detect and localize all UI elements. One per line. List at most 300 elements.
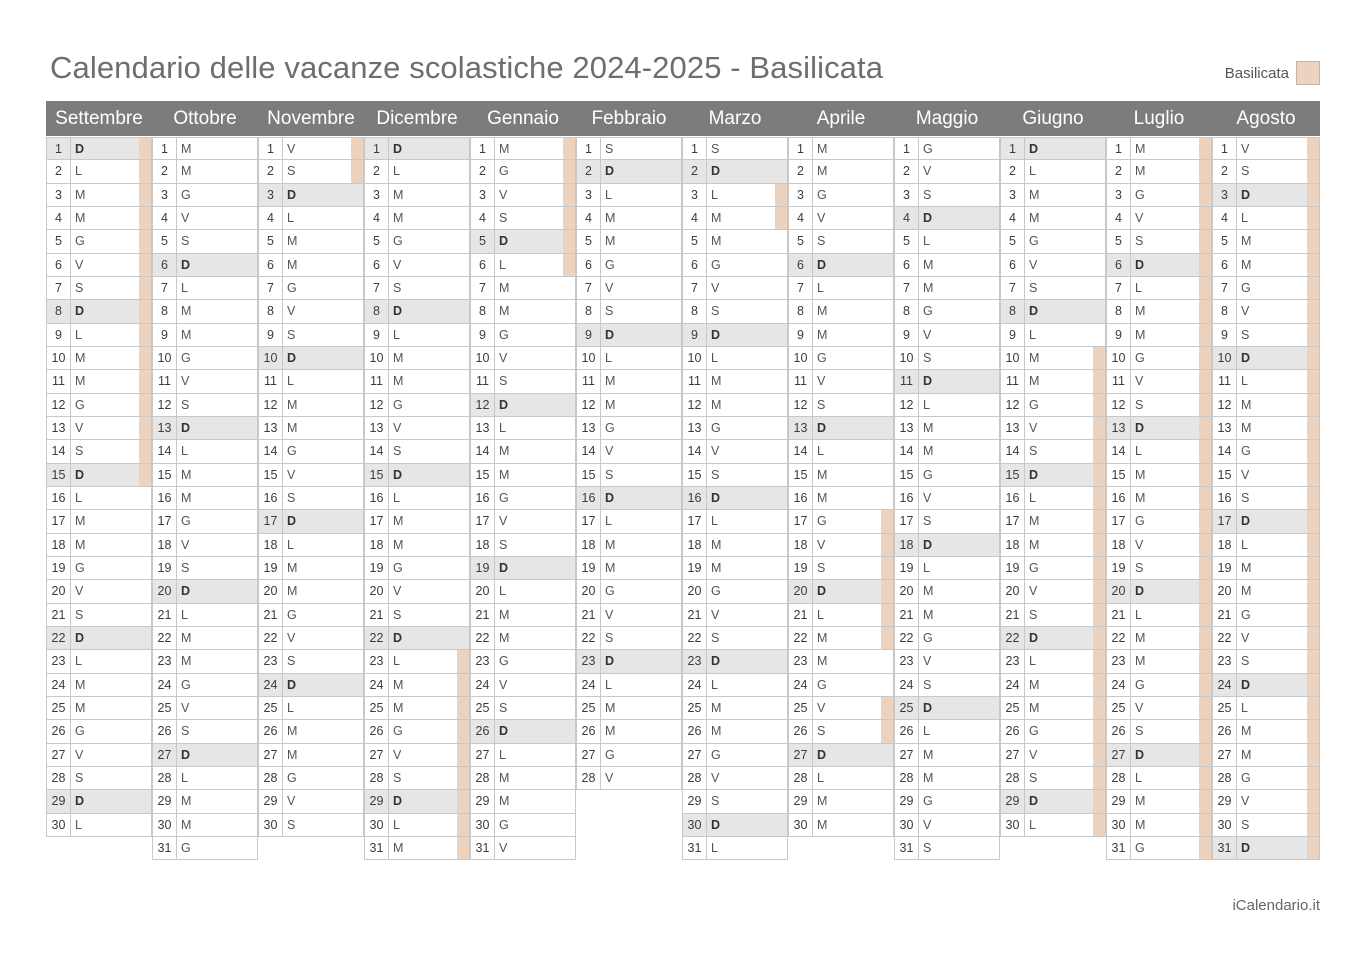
- day-row: [258, 674, 364, 697]
- day-number: 7: [683, 277, 707, 299]
- holiday-marker: [1199, 160, 1211, 182]
- weekday-letter: V: [605, 281, 614, 296]
- holiday-marker: [881, 534, 893, 556]
- day-number: 21: [789, 604, 813, 626]
- day-number: 19: [259, 557, 283, 579]
- weekday-letter: V: [605, 771, 614, 786]
- day-row: [152, 184, 258, 207]
- weekday-letter: L: [393, 327, 400, 342]
- holiday-marker: [457, 674, 469, 696]
- holiday-marker: [669, 697, 681, 719]
- day-row: [682, 580, 788, 603]
- holiday-marker: [563, 767, 575, 789]
- holiday-marker: [563, 417, 575, 439]
- day-row: [576, 627, 682, 650]
- holiday-marker: [1199, 697, 1211, 719]
- weekday-letter: D: [1241, 841, 1251, 855]
- day-number: 2: [895, 160, 919, 182]
- holiday-marker: [1307, 557, 1319, 579]
- holiday-marker: [775, 744, 787, 766]
- day-row: [470, 814, 576, 837]
- day-row: [470, 837, 576, 860]
- weekday-letter: M: [393, 701, 404, 716]
- holiday-marker: [881, 138, 893, 159]
- holiday-marker: [563, 160, 575, 182]
- day-row: [152, 417, 258, 440]
- day-number: 18: [1213, 534, 1237, 556]
- holiday-marker: [1199, 324, 1211, 346]
- day-row: [1106, 207, 1212, 230]
- day-row: [1106, 160, 1212, 183]
- holiday-marker: [775, 464, 787, 486]
- weekday-letter: D: [393, 794, 403, 809]
- day-number: 16: [789, 487, 813, 509]
- holiday-marker: [563, 324, 575, 346]
- day-row: [470, 557, 576, 580]
- holiday-marker: [351, 207, 363, 229]
- weekday-letter: L: [1029, 817, 1036, 832]
- day-row: [788, 697, 894, 720]
- holiday-marker: [775, 254, 787, 276]
- day-row: [470, 604, 576, 627]
- day-number: 24: [1107, 674, 1131, 696]
- weekday-letter: M: [711, 724, 722, 739]
- day-number: 25: [577, 697, 601, 719]
- day-number: 13: [259, 417, 283, 439]
- day-row: [894, 534, 1000, 557]
- day-number: 30: [895, 814, 919, 836]
- day-row: [258, 534, 364, 557]
- day-number: 3: [1107, 184, 1131, 206]
- day-number: 9: [47, 324, 71, 346]
- day-number: 16: [1001, 487, 1025, 509]
- day-row: [894, 510, 1000, 533]
- day-row: [788, 650, 894, 673]
- day-row: [1212, 837, 1320, 860]
- day-number: 28: [895, 767, 919, 789]
- holiday-marker: [1307, 580, 1319, 602]
- weekday-letter: L: [1135, 771, 1142, 786]
- holiday-marker: [669, 557, 681, 579]
- day-number: 17: [471, 510, 495, 532]
- weekday-letter: G: [1135, 677, 1145, 692]
- day-row: [1000, 370, 1106, 393]
- holiday-marker: [351, 720, 363, 742]
- day-number: 28: [789, 767, 813, 789]
- day-number: 3: [47, 184, 71, 206]
- day-row: [470, 627, 576, 650]
- weekday-letter: S: [393, 607, 402, 622]
- day-row: [1106, 440, 1212, 463]
- holiday-marker: [1307, 417, 1319, 439]
- weekday-letter: D: [181, 257, 191, 272]
- day-number: 11: [1213, 370, 1237, 392]
- holiday-marker: [563, 650, 575, 672]
- day-row: [894, 790, 1000, 813]
- day-number: 6: [1107, 254, 1131, 276]
- day-row: [576, 207, 682, 230]
- weekday-letter: D: [605, 654, 615, 669]
- month-header: Dicembre: [364, 101, 470, 136]
- holiday-marker: [139, 230, 151, 252]
- day-row: [1212, 277, 1320, 300]
- weekday-letter: M: [393, 841, 404, 855]
- day-row: [894, 464, 1000, 487]
- holiday-marker: [775, 487, 787, 509]
- weekday-letter: S: [711, 631, 720, 646]
- day-number: 6: [577, 254, 601, 276]
- day-row: [788, 394, 894, 417]
- holiday-marker: [1307, 487, 1319, 509]
- holiday-marker: [775, 510, 787, 532]
- holiday-marker: [351, 510, 363, 532]
- day-number: 20: [1107, 580, 1131, 602]
- day-row: [682, 510, 788, 533]
- weekday-letter: G: [181, 514, 191, 529]
- day-row: [894, 300, 1000, 323]
- day-row: [364, 184, 470, 207]
- day-number: 18: [789, 534, 813, 556]
- holiday-marker: [1199, 837, 1211, 859]
- day-number: 1: [1001, 138, 1025, 159]
- weekday-letter: L: [393, 654, 400, 669]
- day-row: [788, 417, 894, 440]
- day-row: [46, 650, 152, 673]
- day-row: [46, 534, 152, 557]
- holiday-marker: [457, 510, 469, 532]
- day-row: [364, 417, 470, 440]
- day-row: [1212, 254, 1320, 277]
- day-row: [1000, 790, 1106, 813]
- day-number: 22: [1107, 627, 1131, 649]
- day-number: 31: [683, 837, 707, 859]
- weekday-letter: L: [711, 841, 718, 855]
- day-row: [258, 790, 364, 813]
- holiday-marker: [1199, 557, 1211, 579]
- month-header: Giugno: [1000, 101, 1106, 136]
- weekday-letter: M: [1029, 537, 1040, 552]
- day-row: [576, 417, 682, 440]
- day-number: 21: [365, 604, 389, 626]
- day-row: [46, 417, 152, 440]
- weekday-letter: M: [181, 467, 192, 482]
- day-number: 19: [577, 557, 601, 579]
- weekday-letter: G: [1029, 234, 1039, 249]
- weekday-letter: V: [817, 701, 826, 716]
- holiday-marker: [775, 277, 787, 299]
- day-row: [788, 720, 894, 743]
- day-row: [258, 184, 364, 207]
- day-row: [46, 557, 152, 580]
- day-row: [470, 440, 576, 463]
- weekday-letter: M: [1135, 794, 1146, 809]
- day-number: 24: [1213, 674, 1237, 696]
- weekday-letter: M: [1029, 514, 1040, 529]
- weekday-letter: S: [287, 654, 296, 669]
- holiday-marker: [775, 230, 787, 252]
- holiday-marker: [775, 767, 787, 789]
- day-number: 26: [1213, 720, 1237, 742]
- day-number: 13: [683, 417, 707, 439]
- weekday-letter: M: [499, 794, 510, 809]
- weekday-letter: L: [817, 607, 824, 622]
- holiday-marker: [139, 207, 151, 229]
- holiday-marker: [1199, 534, 1211, 556]
- day-number: 2: [789, 160, 813, 182]
- day-number: 1: [471, 138, 495, 159]
- day-number: 14: [1213, 440, 1237, 462]
- weekday-letter: M: [75, 677, 86, 692]
- holiday-marker: [775, 674, 787, 696]
- day-number: 7: [47, 277, 71, 299]
- holiday-marker: [245, 254, 257, 276]
- holiday-marker: [563, 534, 575, 556]
- holiday-marker: [775, 417, 787, 439]
- day-row: [364, 814, 470, 837]
- weekday-letter: D: [499, 397, 509, 412]
- day-number: 27: [1001, 744, 1025, 766]
- holiday-marker: [245, 580, 257, 602]
- weekday-letter: D: [1241, 187, 1251, 202]
- holiday-marker: [987, 790, 999, 812]
- holiday-marker: [881, 347, 893, 369]
- holiday-marker: [987, 580, 999, 602]
- day-number: 18: [153, 534, 177, 556]
- day-row: [576, 347, 682, 370]
- weekday-letter: M: [393, 187, 404, 202]
- day-row: [1000, 487, 1106, 510]
- day-number: 10: [1001, 347, 1025, 369]
- day-row: [470, 790, 576, 813]
- holiday-marker: [245, 324, 257, 346]
- day-list: [894, 136, 1000, 860]
- weekday-letter: S: [499, 537, 508, 552]
- weekday-letter: D: [711, 164, 721, 179]
- day-row: [576, 184, 682, 207]
- day-row: [682, 487, 788, 510]
- weekday-letter: V: [1135, 701, 1144, 716]
- weekday-letter: M: [1029, 187, 1040, 202]
- day-row: [788, 557, 894, 580]
- day-number: 3: [577, 184, 601, 206]
- weekday-letter: S: [605, 631, 614, 646]
- day-number: 15: [1001, 464, 1025, 486]
- holiday-marker: [1093, 510, 1105, 532]
- day-row: [894, 254, 1000, 277]
- day-row: [1106, 230, 1212, 253]
- day-number: 30: [365, 814, 389, 836]
- weekday-letter: L: [287, 211, 294, 226]
- day-row: [258, 767, 364, 790]
- day-row: [470, 324, 576, 347]
- holiday-marker: [1307, 277, 1319, 299]
- day-row: [470, 207, 576, 230]
- day-row: [364, 254, 470, 277]
- weekday-letter: M: [1241, 257, 1252, 272]
- holiday-marker: [1199, 627, 1211, 649]
- day-row: [894, 347, 1000, 370]
- day-row: [788, 580, 894, 603]
- day-row: [364, 160, 470, 183]
- day-row: [1212, 184, 1320, 207]
- day-row: [152, 814, 258, 837]
- day-number: 27: [895, 744, 919, 766]
- weekday-letter: M: [75, 514, 86, 529]
- day-row: [576, 487, 682, 510]
- holiday-marker: [139, 790, 151, 812]
- day-row: [152, 137, 258, 160]
- day-row: [1106, 814, 1212, 837]
- weekday-letter: L: [499, 747, 506, 762]
- holiday-marker: [881, 440, 893, 462]
- holiday-marker: [139, 324, 151, 346]
- day-row: [364, 650, 470, 673]
- day-row: [364, 534, 470, 557]
- holiday-marker: [351, 300, 363, 322]
- day-number: 31: [365, 837, 389, 859]
- weekday-letter: M: [393, 211, 404, 226]
- weekday-letter: L: [1135, 607, 1142, 622]
- day-number: 4: [1213, 207, 1237, 229]
- day-number: 21: [1213, 604, 1237, 626]
- weekday-letter: L: [287, 701, 294, 716]
- day-number: 13: [471, 417, 495, 439]
- weekday-letter: M: [1135, 304, 1146, 319]
- weekday-letter: V: [923, 491, 932, 506]
- day-row: [1212, 300, 1320, 323]
- weekday-letter: G: [711, 421, 721, 436]
- day-row: [364, 604, 470, 627]
- day-row: [152, 674, 258, 697]
- holiday-marker: [563, 138, 575, 159]
- day-number: 3: [895, 184, 919, 206]
- holiday-marker: [563, 464, 575, 486]
- day-row: [788, 487, 894, 510]
- weekday-letter: D: [75, 467, 85, 482]
- day-number: 9: [365, 324, 389, 346]
- day-number: 29: [1107, 790, 1131, 812]
- holiday-marker: [1199, 464, 1211, 486]
- day-number: 26: [365, 720, 389, 742]
- weekday-letter: L: [605, 514, 612, 529]
- holiday-marker: [1199, 814, 1211, 836]
- day-row: [682, 137, 788, 160]
- day-row: [682, 650, 788, 673]
- weekday-letter: M: [817, 794, 828, 809]
- day-number: 25: [1107, 697, 1131, 719]
- day-number: 28: [47, 767, 71, 789]
- day-row: [682, 230, 788, 253]
- weekday-letter: M: [75, 211, 86, 226]
- day-number: 7: [1213, 277, 1237, 299]
- weekday-letter: D: [711, 654, 721, 669]
- holiday-marker: [1307, 604, 1319, 626]
- day-number: 6: [683, 254, 707, 276]
- day-number: 6: [471, 254, 495, 276]
- day-number: 5: [153, 230, 177, 252]
- holiday-marker: [987, 254, 999, 276]
- weekday-letter: M: [817, 304, 828, 319]
- weekday-letter: M: [817, 467, 828, 482]
- day-row: [364, 324, 470, 347]
- holiday-marker: [669, 510, 681, 532]
- holiday-marker: [1307, 254, 1319, 276]
- day-row: [576, 394, 682, 417]
- weekday-letter: V: [1029, 747, 1038, 762]
- day-number: 29: [683, 790, 707, 812]
- day-row: [152, 230, 258, 253]
- day-row: [258, 580, 364, 603]
- holiday-marker: [457, 744, 469, 766]
- day-number: 30: [683, 814, 707, 836]
- day-row: [258, 347, 364, 370]
- weekday-letter: S: [1241, 491, 1250, 506]
- day-row: [258, 720, 364, 743]
- holiday-marker: [987, 184, 999, 206]
- holiday-marker: [351, 790, 363, 812]
- holiday-marker: [245, 370, 257, 392]
- day-row: [364, 720, 470, 743]
- holiday-marker: [563, 627, 575, 649]
- weekday-letter: M: [287, 584, 298, 599]
- weekday-letter: D: [499, 234, 509, 249]
- weekday-letter: D: [711, 817, 721, 832]
- calendar-grid: [46, 101, 1320, 860]
- holiday-marker: [1307, 184, 1319, 206]
- weekday-letter: D: [1029, 304, 1039, 319]
- day-row: [1106, 300, 1212, 323]
- day-row: [1212, 744, 1320, 767]
- weekday-letter: M: [1241, 234, 1252, 249]
- month-column-dicembre: [364, 101, 470, 860]
- weekday-letter: M: [287, 421, 298, 436]
- day-number: 26: [47, 720, 71, 742]
- day-row: [1000, 137, 1106, 160]
- holiday-marker: [351, 487, 363, 509]
- holiday-marker: [139, 464, 151, 486]
- day-list: [470, 136, 576, 860]
- holiday-marker: [351, 744, 363, 766]
- month-header: Marzo: [682, 101, 788, 136]
- day-number: 22: [153, 627, 177, 649]
- day-row: [788, 370, 894, 393]
- holiday-marker: [139, 300, 151, 322]
- day-number: 18: [1107, 534, 1131, 556]
- weekday-letter: L: [711, 351, 718, 366]
- day-number: 10: [895, 347, 919, 369]
- day-row: [1000, 160, 1106, 183]
- day-number: 17: [259, 510, 283, 532]
- day-number: 20: [47, 580, 71, 602]
- day-number: 4: [365, 207, 389, 229]
- weekday-letter: M: [923, 747, 934, 762]
- day-row: [1106, 837, 1212, 860]
- day-row: [894, 207, 1000, 230]
- weekday-letter: V: [711, 281, 720, 296]
- day-row: [576, 697, 682, 720]
- day-number: 4: [259, 207, 283, 229]
- day-row: [152, 790, 258, 813]
- weekday-letter: L: [711, 514, 718, 529]
- day-row: [682, 300, 788, 323]
- day-number: 1: [47, 138, 71, 159]
- weekday-letter: S: [181, 561, 190, 576]
- weekday-letter: S: [181, 397, 190, 412]
- day-number: 10: [789, 347, 813, 369]
- day-number: 28: [683, 767, 707, 789]
- holiday-marker: [1093, 324, 1105, 346]
- weekday-letter: D: [1241, 514, 1251, 529]
